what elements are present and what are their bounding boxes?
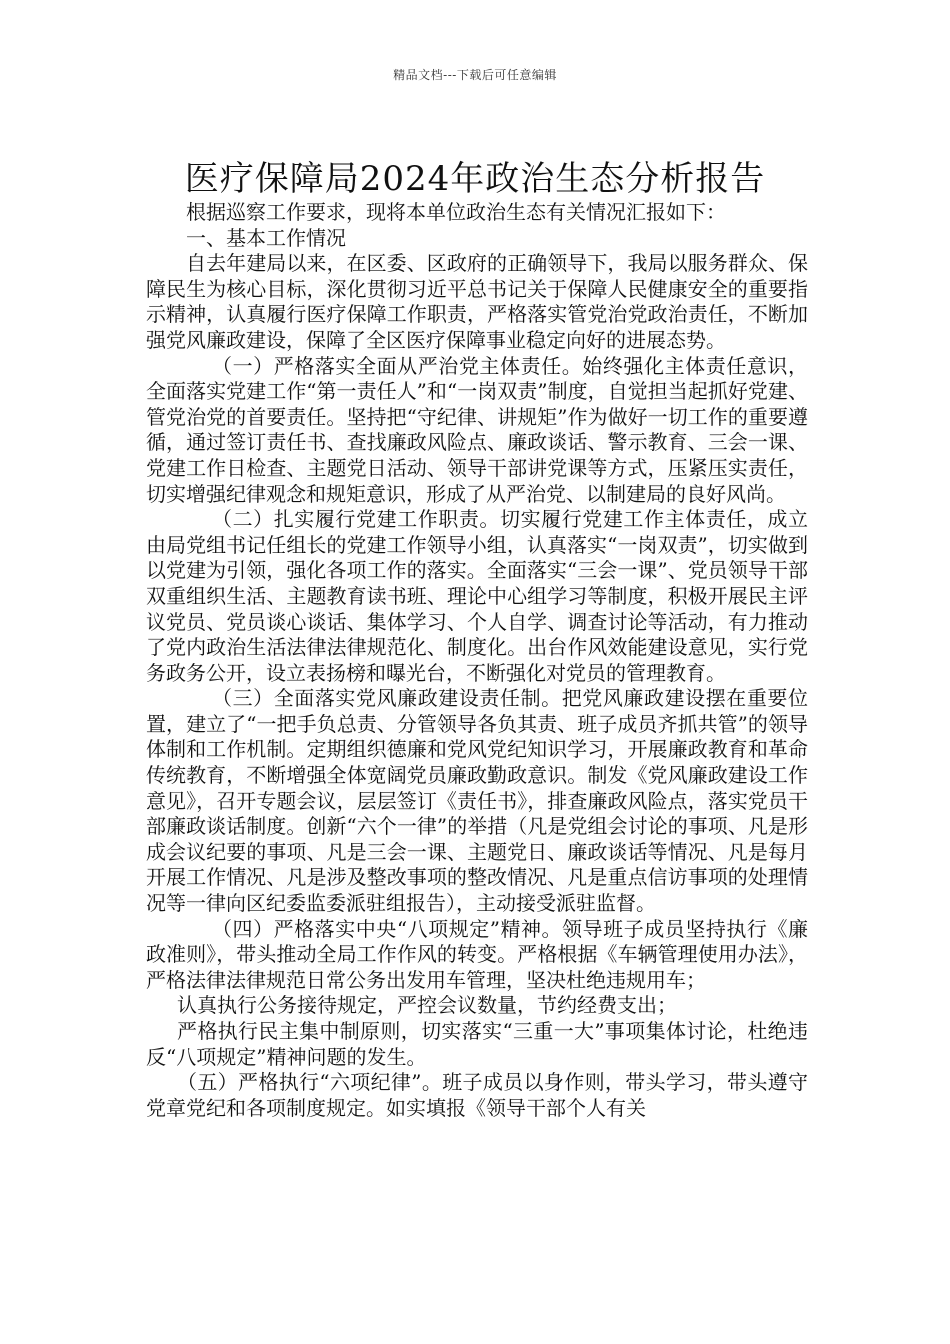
section-heading: 一、基本工作情况 [186, 225, 346, 250]
paragraph: 严格执行民主集中制原则，切实落实“三重一大”事项集体讨论，杜绝违反“八项规定”精神问题的发生。 [146, 1019, 808, 1069]
header-note: 精品文档---下载后可任意编辑 [393, 68, 557, 82]
document-body [146, 200, 808, 1121]
paragraph: 自去年建局以来，在区委、区政府的正确领导下，我局以服务群众、保障民生为核心目标，深化贯彻习近平总书记关于保障人民健康安全的重要指示精神，认真履行医疗保障工作职责，严格落实管党治党政治责任，不断加强党风廉政建设，保障了全区医疗保障事业稳定向好的进展态势。 [146, 251, 808, 352]
document-title: 医疗保障局2024年政治生态分析报告 [184, 158, 766, 199]
paragraph: （一）严格落实全面从严治党主体责任。始终强化主体责任意识，全面落实党建工作“第一责任人”和“一岗双责”制度，自觉担当起抓好党建、管党治党的首要责任。坚持把“守纪律、讲规矩”作为做好一切工作的重要遵循，通过签订责任书、查找廉政风险点、廉政谈话、警示教育、三会一课、党建工作日检查、主题党日活动、领导干部讲党课等方式，压紧压实责任，切实增强纪律观念和规矩意识，形成了从严治党、以制建局的良好风尚。 [146, 353, 808, 506]
paragraph: （三）全面落实党风廉政建设责任制。把党风廉政建设摆在重要位置，建立了“一把手负总责、分管领导各负其责、班子成员齐抓共管”的领导体制和工作机制。定期组织德廉和党风党纪知识学习，开展廉政教育和革命传统教育，不断增强全体宽阔党员廉政勤政意识。制发《党风廉政建设工作意见》，召开专题会议，层层签订《责任书》，排查廉政风险点，落实党员干部廉政谈话制度。创新“六个一律”的举措（凡是党组会讨论的事项、凡是形成会议纪要的事项、凡是三会一课、主题党日、廉政谈话等情况、凡是每月开展工作情况、凡是涉及整改事项的整改情况、凡是重点信访事项的处理情况等一律向区纪委监委派驻组报告），主动接受派驻监督。 [146, 686, 808, 916]
paragraph: （四）严格落实中央“八项规定”精神。领导班子成员坚持执行《廉政准则》，带头推动全局工作作风的转变。严格根据《车辆管理使用办法》，严格法律法律规范日常公务出发用车管理，坚决杜绝违规用车； [146, 916, 808, 992]
paragraph: （二）扎实履行党建工作职责。切实履行党建工作主体责任，成立由局党组书记任组长的党建工作领导小组，认真落实“一岗双责”，切实做到以党建为引领，强化各项工作的落实。全面落实“三会一课”、党员领导干部双重组织生活、主题教育读书班、理论中心组学习等制度，积极开展民主评议党员、党员谈心谈话、集体学习、个人自学、调查讨论等活动，有力推动了党内政治生活法律法律规范化、制度化。出台作风效能建设意见，实行党务政务公开，设立表扬榜和曝光台，不断强化对党员的管理教育。 [146, 507, 808, 685]
paragraph: （五）严格执行“六项纪律”。班子成员以身作则，带头学习，带头遵守党章党纪和各项制度规定。如实填报《领导干部个人有关 [146, 1070, 808, 1120]
paragraph: 认真执行公务接待规定，严控会议数量，节约经费支出； [177, 993, 677, 1018]
paragraph: 根据巡察工作要求，现将本单位政治生态有关情况汇报如下： [186, 200, 726, 224]
